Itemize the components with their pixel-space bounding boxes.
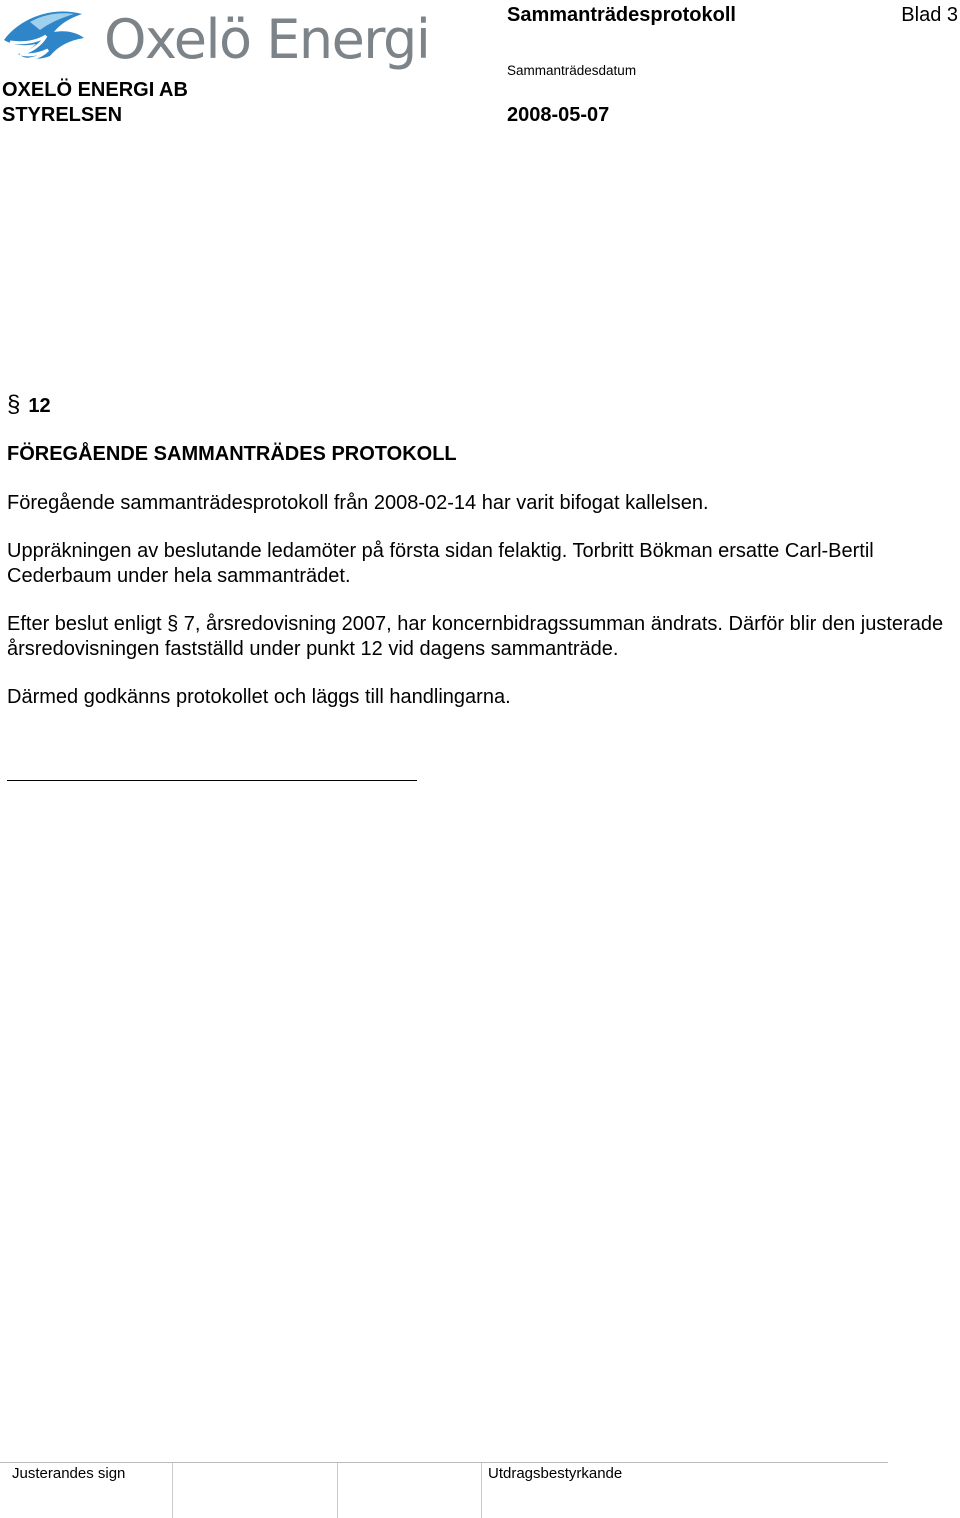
body-name: STYRELSEN	[2, 104, 123, 126]
organization-block	[2, 78, 188, 128]
signature-cell	[172, 1463, 173, 1518]
paragraph: Uppräkningen av beslutande ledamöter på första sidan felaktig. Torbritt Bökman ersatte Carl-Bertil Cederbaum under hela sammanträdet.	[7, 540, 874, 587]
org-name: OXELÖ ENERGI AB	[2, 79, 188, 101]
paragraph: Därmed godkänns protokollet och läggs till handlingarna.	[7, 686, 511, 708]
signature-footer	[0, 1462, 888, 1518]
section-number-value: 12	[28, 395, 51, 417]
utdragsbestyrkande-label: Utdragsbestyrkande	[488, 1465, 623, 1482]
paragraph: Föregående sammanträdesprotokoll från 2008-02-14 har varit bifogat kallelsen.	[7, 491, 709, 514]
section-number	[7, 393, 957, 417]
meeting-date-value: 2008-05-07	[507, 104, 610, 126]
justerandes-sign-label: Justerandes sign	[12, 1465, 126, 1482]
document-title: Sammanträdesprotokoll	[507, 4, 736, 26]
minutes-section	[7, 393, 957, 710]
signature-cell	[337, 1463, 338, 1518]
signature-cell	[481, 1463, 482, 1518]
meeting-date-label: Sammanträdesdatum	[507, 63, 637, 78]
logo-wordmark: Oxelö Energi	[104, 8, 430, 71]
company-logo	[0, 0, 430, 72]
section-symbol: §	[7, 391, 21, 418]
section-heading: FÖREGÅENDE SAMMANTRÄDES PROTOKOLL	[7, 443, 457, 465]
oxelo-energi-logo	[0, 0, 430, 72]
page-number: Blad 3	[901, 4, 958, 26]
section-end-rule	[7, 780, 417, 781]
paragraph: Efter beslut enligt § 7, årsredovisning 2007, har koncernbidragssumman ändrats. Därför blir den justerade årsredovisningen fastställd under punkt 12 vid dagens sammanträde.	[7, 613, 944, 660]
